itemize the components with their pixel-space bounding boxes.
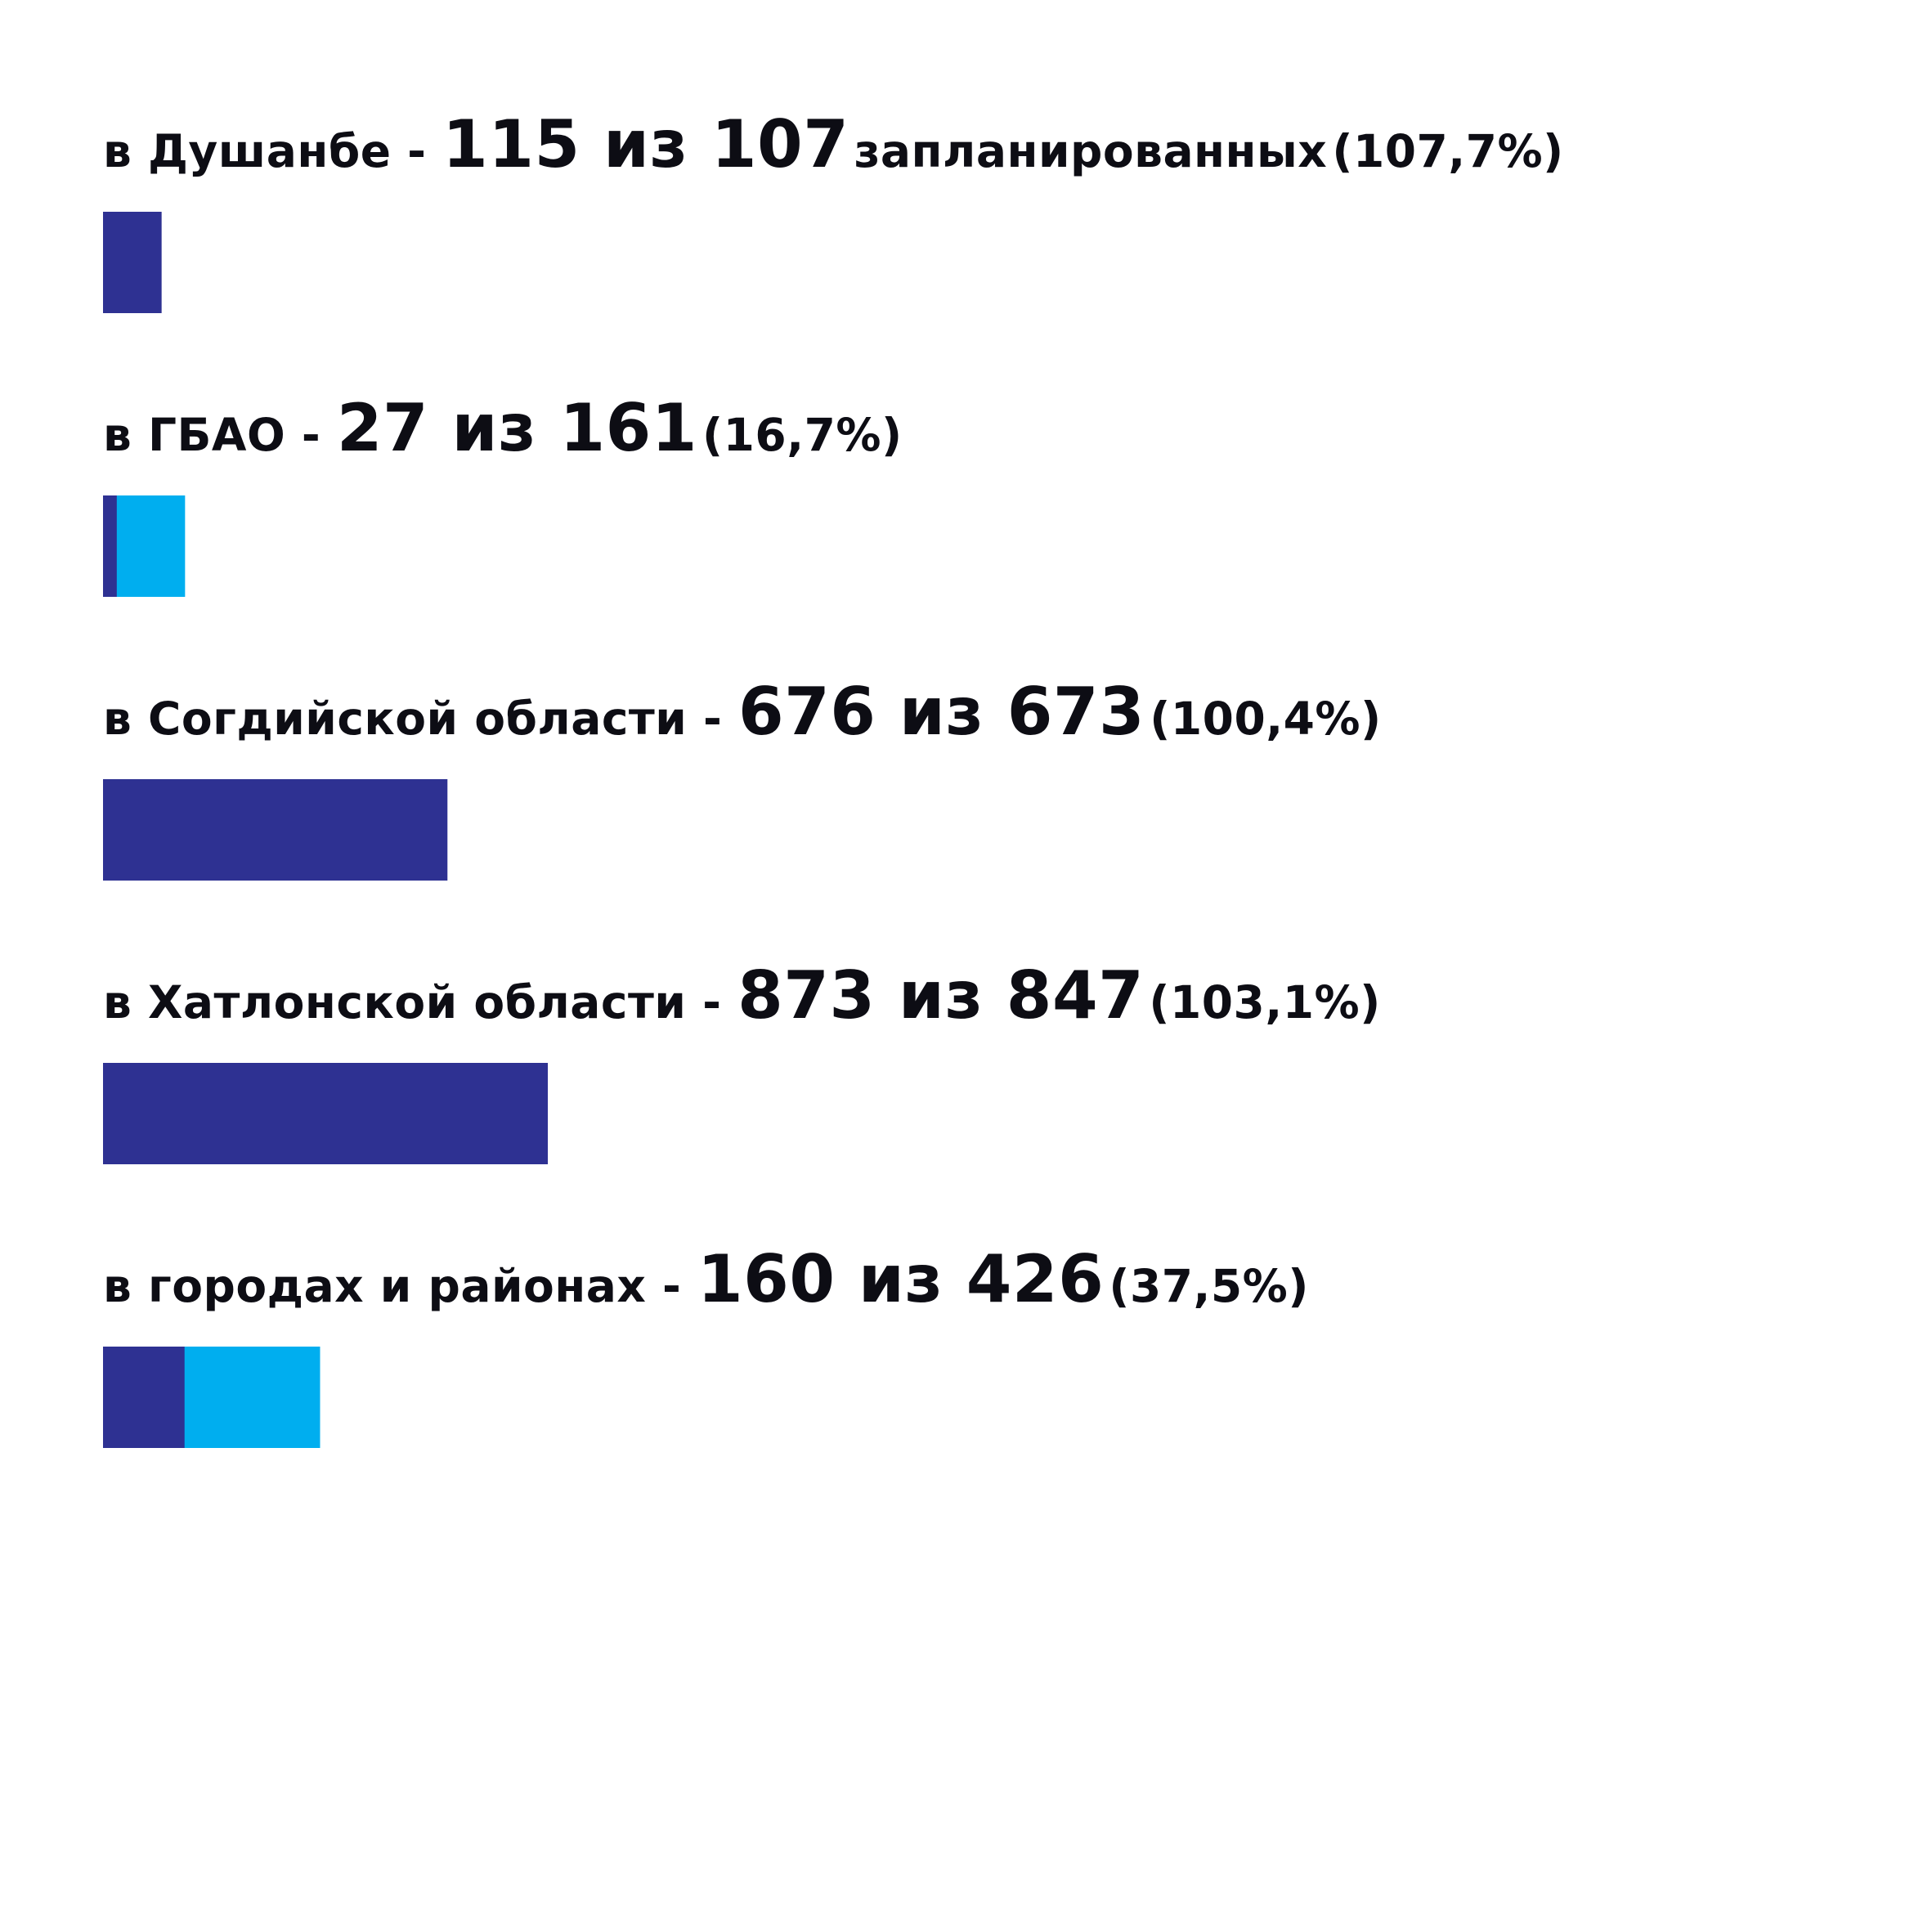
percent-label: (16,7%) bbox=[702, 409, 903, 461]
region-bar bbox=[103, 1063, 1861, 1164]
actual-vs-planned: 676 из 673 bbox=[737, 674, 1145, 750]
region-name: в городах и районах - bbox=[103, 1260, 697, 1312]
actual-bar bbox=[103, 1063, 548, 1164]
actual-bar bbox=[103, 212, 162, 313]
actual-bar bbox=[103, 1347, 185, 1448]
region-bar bbox=[103, 779, 1861, 881]
actual-vs-planned: 115 из 107 bbox=[442, 106, 849, 182]
region-row bbox=[103, 1241, 1861, 1454]
region-bar bbox=[103, 1347, 1861, 1448]
region-label bbox=[103, 106, 1564, 204]
actual-vs-planned: 27 из 161 bbox=[336, 390, 697, 466]
region-row bbox=[103, 106, 1861, 319]
percent-label: (37,5%) bbox=[1109, 1260, 1309, 1312]
region-name: в Согдийской области - bbox=[103, 693, 738, 745]
region-label bbox=[103, 390, 903, 488]
region-bar bbox=[103, 495, 1861, 597]
region-label bbox=[103, 674, 1382, 772]
actual-bar bbox=[103, 779, 447, 881]
region-label bbox=[103, 957, 1381, 1056]
actual-bar bbox=[103, 495, 117, 597]
region-row bbox=[103, 390, 1861, 603]
actual-vs-planned: 873 из 847 bbox=[737, 957, 1145, 1033]
actual-vs-planned: 160 из 426 bbox=[697, 1241, 1105, 1317]
planned-suffix: запланированных bbox=[854, 125, 1328, 177]
region-bar bbox=[103, 212, 1861, 313]
percent-label: (107,7%) bbox=[1332, 125, 1564, 177]
percent-label: (100,4%) bbox=[1150, 693, 1382, 745]
region-name: в ГБАО - bbox=[103, 409, 337, 461]
region-label bbox=[103, 1241, 1309, 1339]
region-row bbox=[103, 957, 1861, 1170]
region-row bbox=[103, 674, 1861, 886]
region-name: в Хатлонской области - bbox=[103, 976, 738, 1029]
region-name: в Душанбе - bbox=[103, 125, 443, 177]
percent-label: (103,1%) bbox=[1149, 976, 1381, 1029]
